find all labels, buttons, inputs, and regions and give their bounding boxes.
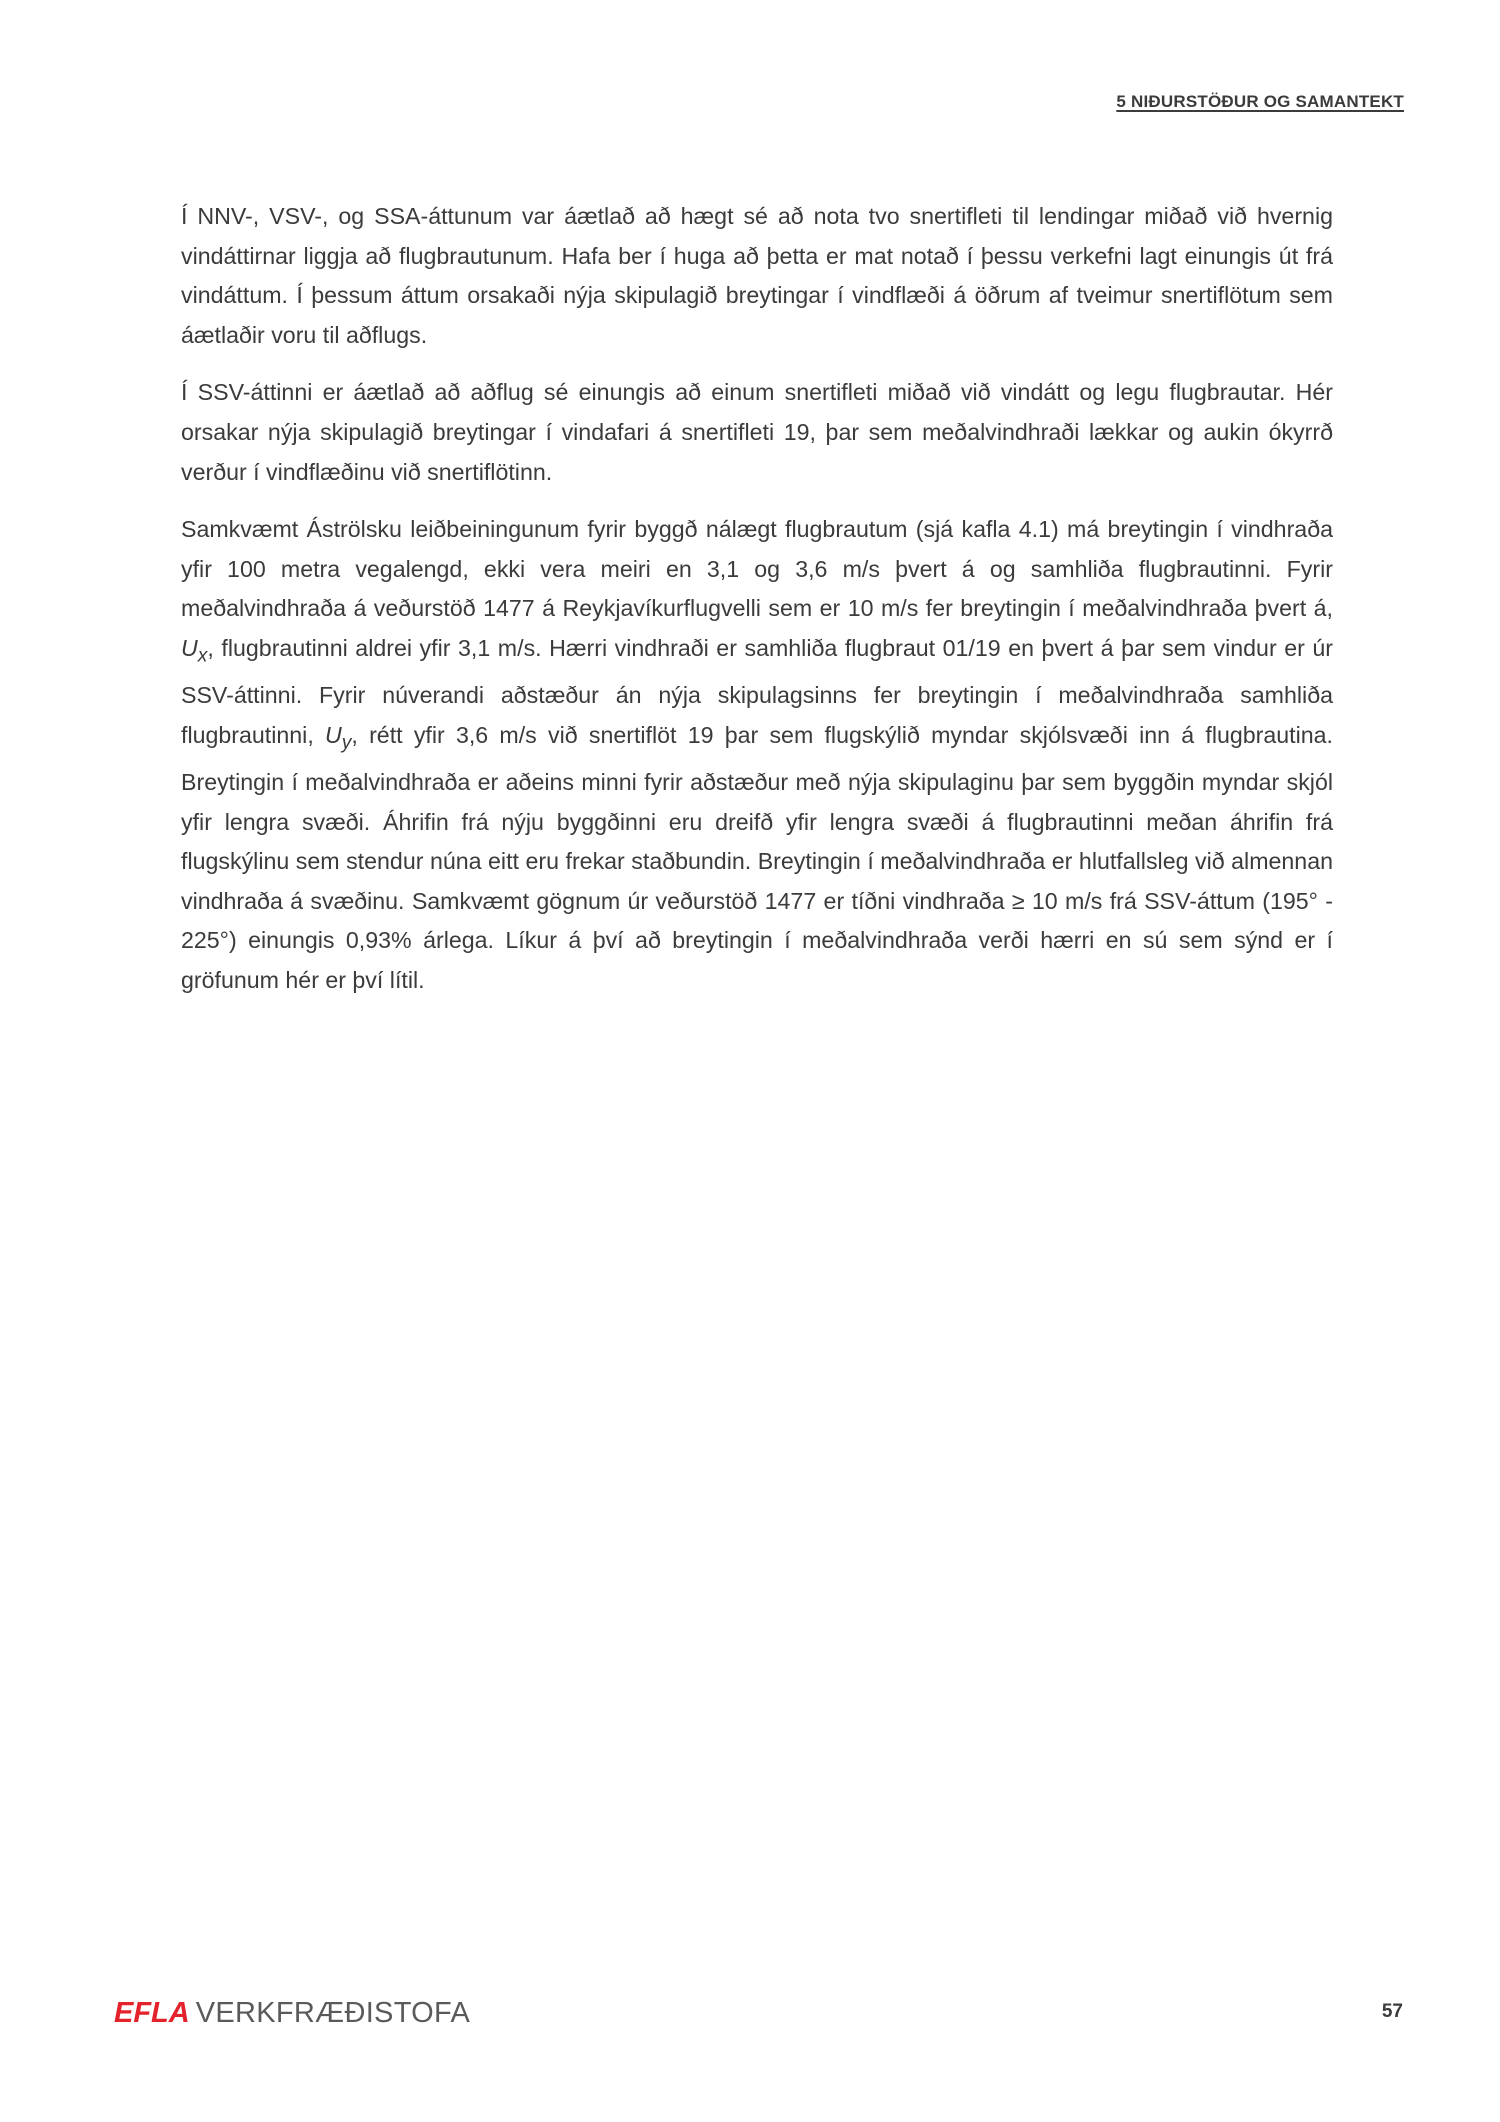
paragraph-2: Í SSV-áttinni er áætlað að aðflug sé einungis að einum snertifleti miðað við vindátt og legu flugbrautar. Hér orsakar nýja skipulagið breytingar í vindafari á snertifleti 19, þar sem meðalvindhraði lækkar og aukin ókyrrð verður í vindflæðinu við snertiflötinn. bbox=[181, 379, 1333, 485]
footer-logo bbox=[114, 1997, 470, 2030]
paragraph-3-part-3: , rétt yfir 3,6 m/s við snertiflöt 19 þar sem flugskýlið myndar skjólsvæði inn á flugbrautina. Breytingin í meðalvindhraða er aðeins minni fyrir aðstæður með nýja skipulaginu þar sem byggðin myndar skjól yfir lengra svæði. Áhrifin frá nýju byggðinni eru dreifð yfir lengra svæði á flugbrautinni meðan áhrifin frá flugskýlinu sem stendur núna eitt eru frekar staðbundin. Breytingin í meðalvindhraða er hlutfallsleg við almennan vindhraða á svæðinu. Samkvæmt gögnum úr veðurstöð 1477 er tíðni vindhraða ≥ 10 m/s frá SSV-áttum (195° - 225°) einungis 0,93% árlega. Líkur á því að breytingin í meðalvindhraða verði hærri en sú sem sýnd er í gröfunum hér er því lítil. bbox=[181, 721, 1333, 993]
paragraph-3 bbox=[181, 510, 1333, 1000]
paragraph-3-part-2: , flugbrautinni aldrei yfir 3,1 m/s. Hærri vindhraði er samhliða flugbraut 01/19 en þvert á þar sem vindur er úr SSV-áttinni. Fyrir núverandi aðstæður án nýja skipulagsinns fer breytingin í meðalvindhraða samhliða flugbrautinni, bbox=[181, 634, 1333, 748]
running-header: 5 NIÐURSTÖÐUR OG SAMANTEKT bbox=[1116, 92, 1404, 111]
ux-symbol: $U_x$ bbox=[181, 634, 208, 667]
paragraph-3-part-1: Samkvæmt Áströlsku leiðbeiningunum fyrir byggð nálægt flugbrautum (sjá kafla 4.1) má breytingin í vindhraða yfir 100 metra vegalengd, ekki vera meiri en 3,1 og 3,6 m/s þvert á og samhliða flugbrautinni. Fyrir meðalvindhraða á veðurstöð 1477 á Reykjavíkurflugvelli sem er 10 m/s fer breytingin í meðalvindhraða þvert á, bbox=[181, 516, 1333, 622]
paragraph-1: Í NNV-, VSV-, og SSA-áttunum var áætlað að hægt sé að nota tvo snertifleti til lendingar miðað við hvernig vindáttirnar liggja að flugbrautunum. Hafa ber í huga að þetta er mat notað í þessu verkefni lagt einungis út frá vindáttum. Í þessum áttum orsakaði nýja skipulagið breytingar í vindflæði á öðrum af tveimur snertiflötum sem áætlaðir voru til aðflugs. bbox=[181, 203, 1333, 348]
body-text bbox=[181, 197, 1333, 1019]
uy-symbol: $U_y$ bbox=[325, 721, 352, 754]
efla-logo-mark: EFLA bbox=[114, 1997, 190, 2029]
page-number: 57 bbox=[1381, 2001, 1403, 2022]
company-name: VERKFRÆÐISTOFA bbox=[195, 1997, 471, 2029]
